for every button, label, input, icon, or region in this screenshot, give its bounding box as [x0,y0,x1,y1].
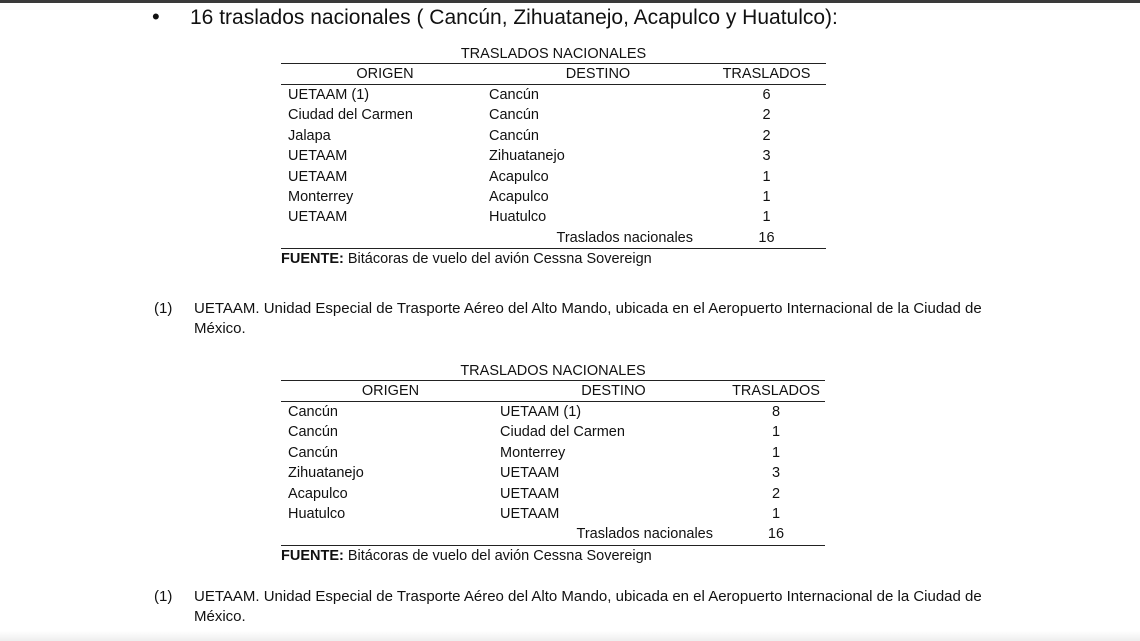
table-traslados-1 [281,45,826,269]
cell-origen: UETAAM [288,209,348,226]
cell-traslados: 1 [762,188,771,205]
total-row [281,228,826,249]
cell-traslados: 6 [762,87,771,103]
source-line [281,249,826,269]
header-destino: DESTINO [565,66,631,82]
cell-traslados: 1 [771,505,781,522]
table-header-row [281,63,826,85]
table-row [281,484,825,504]
cell-traslados: 2 [762,127,771,144]
cell-origen: UETAAM [288,168,348,185]
footnote-number: (1) [154,588,173,605]
total-row [281,524,825,545]
header-origen: ORIGEN [356,66,414,82]
table-row [281,126,826,146]
table-row [281,207,826,227]
table-header-row [281,380,825,402]
bullet-glyph: • [152,4,160,29]
total-label: Traslados nacionales [576,526,713,543]
cell-traslados: 1 [771,424,781,441]
cell-destino: Cancún [489,127,539,144]
table-title: TRASLADOS NACIONALES [460,46,647,62]
cell-traslados: 2 [762,107,771,124]
cell-traslados: 1 [762,168,771,185]
table-body [281,402,825,524]
cell-destino: UETAAM (1) [500,404,582,420]
table-traslados-2 [281,362,825,566]
cell-traslados: 1 [771,444,781,461]
header-traslados: TRASLADOS [722,66,811,82]
table-body [281,85,826,228]
cell-destino: Acapulco [489,188,549,205]
table-row [281,443,825,463]
cell-traslados: 1 [762,209,771,226]
source-line [281,546,825,566]
cell-destino: Monterrey [500,444,566,461]
cell-origen: UETAAM (1) [288,87,370,103]
cell-origen: Cancún [288,444,338,461]
footnote-1 [154,299,1014,339]
source-label: FUENTE: [281,251,344,268]
cell-origen: Acapulco [288,485,348,502]
cell-origen: UETAAM [288,148,348,165]
cell-traslados: 3 [771,465,781,482]
cell-destino: Cancún [489,87,539,103]
cell-origen: Ciudad del Carmen [288,107,413,124]
cell-origen: Huatulco [288,505,346,522]
footnote-text: UETAAM. Unidad Especial de Trasporte Aéreo del Alto Mando, ubicada en el Aeropuerto Internacional de la Ciudad de México. [194,588,982,625]
table-row [281,187,826,207]
table-row [281,463,825,483]
cell-origen: Monterrey [288,188,354,205]
source-label: FUENTE: [281,547,344,564]
table-row [281,504,825,524]
total-value: 16 [767,526,785,543]
cell-destino: Zihuatanejo [489,148,565,165]
cell-destino: Ciudad del Carmen [500,424,625,441]
header-destino: DESTINO [581,383,646,399]
cell-destino: Acapulco [489,168,549,185]
cell-traslados: 8 [771,404,781,420]
cell-origen: Zihuatanejo [288,465,364,482]
cell-destino: UETAAM [500,465,560,482]
total-value: 16 [758,229,775,246]
footnote-number: (1) [154,300,173,317]
cell-destino: UETAAM [500,505,560,522]
header-traslados: TRASLADOS [732,383,820,399]
table-row [281,85,826,105]
table-row [281,422,825,442]
table-title: TRASLADOS NACIONALES [460,363,646,379]
footnote-2 [154,587,1014,627]
cell-destino: Huatulco [489,209,547,226]
bottom-shadow [0,631,1140,641]
cell-traslados: 3 [762,148,771,165]
source-text: Bitácoras de vuelo del avión Cessna Sovereign [343,251,652,268]
table-row [281,167,826,187]
table-row [281,146,826,166]
footnote-text: UETAAM. Unidad Especial de Trasporte Aéreo del Alto Mando, ubicada en el Aeropuerto Internacional de la Ciudad de México. [194,300,982,337]
heading-text: 16 traslados nacionales ( Cancún, Zihuatanejo, Acapulco y Huatulco): [190,6,838,29]
cell-origen: Cancún [288,424,338,441]
cell-origen: Jalapa [288,127,331,144]
cell-destino: Cancún [489,107,539,124]
total-label: Traslados nacionales [556,229,693,246]
cell-destino: UETAAM [500,485,560,502]
source-text: Bitácoras de vuelo del avión Cessna Sovereign [343,547,652,564]
cell-origen: Cancún [288,404,338,420]
top-border [0,0,1140,3]
header-origen: ORIGEN [361,383,420,399]
cell-traslados: 2 [771,485,781,502]
heading-bullet-item [152,4,838,30]
table-row [281,105,826,125]
table-row [281,402,825,422]
